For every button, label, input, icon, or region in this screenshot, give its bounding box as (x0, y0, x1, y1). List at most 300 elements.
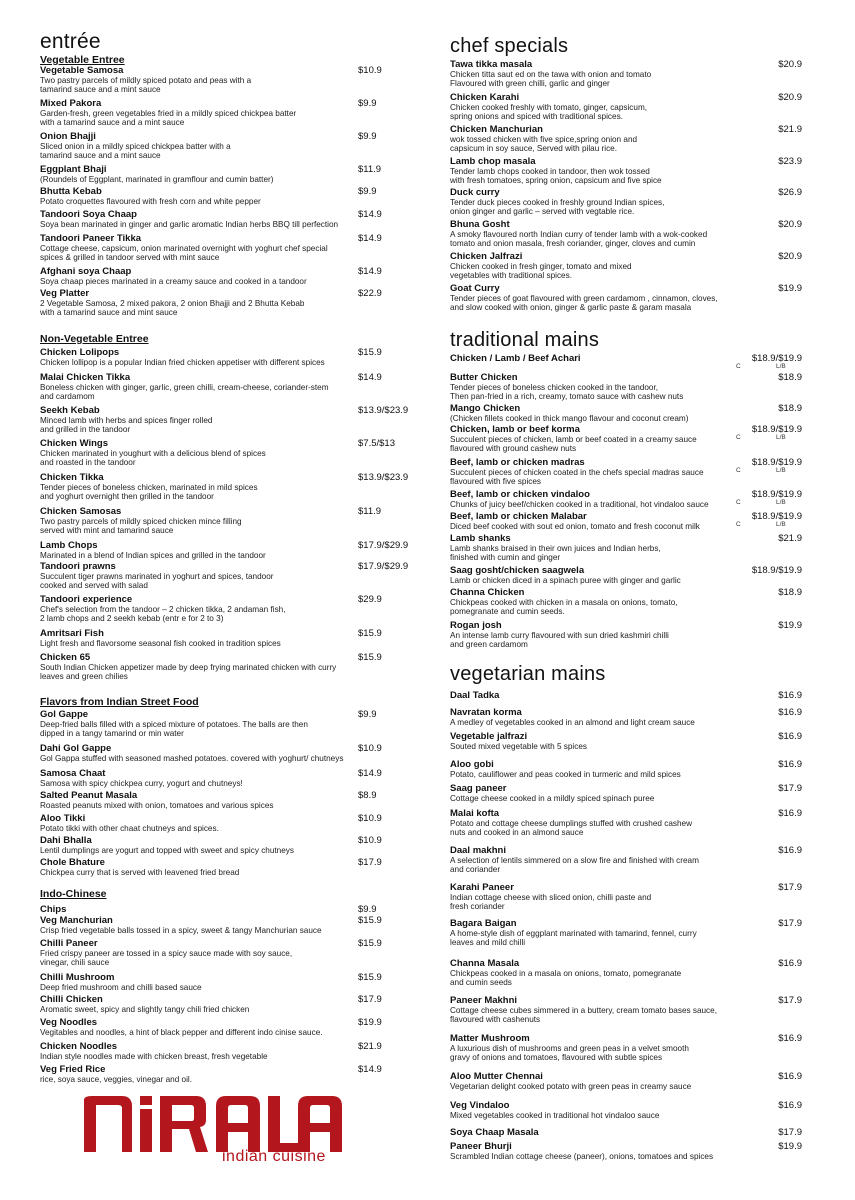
item-name: Chicken Manchurian (450, 124, 543, 135)
menu-item-chilli-paneer (40, 938, 388, 968)
item-description: Aromatic sweet, spicy and slightly tangy chili fried chicken (40, 1005, 250, 1014)
item-description: flavoured with five spices (450, 477, 542, 487)
menu-item-matter-mushroom (450, 1033, 802, 1063)
item-name: Chicken Lolipops (40, 347, 120, 358)
item-description: spices & grilled in tandoor served with mint sauce (40, 253, 220, 263)
item-description: A home-style dish of eggplant marinated with tamarind, fennel, curry (450, 929, 697, 938)
item-description: 2 Vegetable Samosa, 2 mixed pakora, 2 onion Bhajji and 2 Bhutta Kebab (40, 299, 305, 308)
item-description: finished with cumin and ginger (450, 553, 561, 563)
item-name: Dahi Gol Gappe (40, 743, 112, 754)
portion-label-c: C (736, 499, 741, 506)
item-description: and grilled in the tandoor (40, 425, 131, 435)
item-price: $17.9/$29.9 (358, 540, 409, 551)
item-price: $14.9 (358, 233, 382, 244)
item-description: gravy of onions and tomatoes, flavoured with subtle spices (450, 1053, 663, 1063)
item-description: South Indian Chicken appetizer made by deep frying marinated chicken with curry (40, 663, 337, 672)
menu-item-veg-fried-rice (40, 1064, 388, 1084)
subsection-heading-non-vegetable-entree: Non-Vegetable Entree (40, 333, 149, 345)
section-title-entree: entrée (40, 30, 101, 53)
item-price: $16.9 (778, 1100, 802, 1111)
item-name: Chicken, lamb or beef korma (450, 424, 580, 435)
menu-item-malai-chicken-tikka (40, 372, 388, 402)
portion-label-c: C (736, 467, 741, 474)
item-description: Sliced onion in a mildly spiced chickpea batter with a (40, 142, 231, 151)
menu-item-veg-manchurian (40, 915, 388, 935)
menu-item-beef-lamb-or-chicken-madras (450, 457, 802, 487)
item-name: Veg Manchurian (40, 915, 113, 926)
item-price: $10.9 (358, 65, 382, 76)
item-description: Souted mixed vegetable with 5 spices (450, 742, 587, 751)
item-description: with a tamarind sauce and a mint sauce (40, 118, 185, 128)
item-description: A smoky flavoured north Indian curry of tender lamb with a wok-cooked (450, 230, 708, 239)
item-description: wok tossed chicken with five spice,spring onion and (450, 135, 638, 144)
subsection-heading-indo-chinese: Indo-Chinese (40, 888, 107, 900)
item-name: Tandoori Soya Chaap (40, 209, 137, 220)
item-description: (Roundels of Eggplant, marinated in gramflour and cumin batter) (40, 175, 274, 184)
item-price: $16.9 (778, 731, 802, 742)
menu-item-afghani-soya-chaap (40, 266, 388, 286)
item-description: Chickpeas cooked in a masala on onions, tomato, pomegranate (450, 969, 682, 978)
item-description: (Chicken fillets cooked in thick mango flavour and coconut cream) (450, 414, 689, 423)
item-description: Chef's selection from the tandoor – 2 chicken tikka, 2 andaman fish, (40, 605, 286, 614)
item-price: $9.9 (358, 709, 377, 720)
menu-item-bhutta-kebab (40, 186, 388, 206)
item-name: Veg Fried Rice (40, 1064, 106, 1075)
item-name: Lamb Chops (40, 540, 98, 551)
item-price: $18.9 (778, 587, 802, 598)
item-price: $17.9 (358, 994, 382, 1005)
item-description: Chicken cooked freshly with tomato, ginger, capsicum, (450, 103, 648, 112)
item-price: $9.9 (358, 186, 377, 197)
item-name: Chicken / Lamb / Beef Achari (450, 353, 581, 364)
item-price: $16.9 (778, 759, 802, 770)
item-price: $19.9 (778, 1141, 802, 1152)
item-name: Duck curry (450, 187, 500, 198)
item-description: Chicken cooked in fresh ginger, tomato and mixed (450, 262, 632, 271)
item-price: $15.9 (358, 628, 382, 639)
item-description: Potato, cauliflower and peas cooked in turmeric and mild spices (450, 770, 681, 779)
item-name: Paneer Bhurji (450, 1141, 512, 1152)
menu-item-tandoori-prawns (40, 561, 409, 591)
item-description: fresh coriander (450, 902, 505, 912)
item-description: Crisp fried vegetable balls tossed in a spicy, sweet & tangy Manchurian sauce (40, 926, 322, 935)
item-description: Indian style noodles made with chicken breast, fresh vegetable (40, 1052, 268, 1061)
item-price: $21.9 (778, 124, 802, 135)
logo-tagline: indian cuisine (222, 1148, 326, 1165)
item-description: Samosa with spicy chickpea curry, yogurt and chutneys! (40, 779, 243, 788)
item-description: Garden-fresh, green vegetables fried in a mildly spiced chickpea batter (40, 109, 297, 118)
item-name: Chole Bhature (40, 857, 105, 868)
item-description: Potato tikki with other chaat chutneys and spices. (40, 824, 219, 833)
item-description: leaves and green chilies (40, 672, 128, 682)
menu-item-chicken-manchurian (450, 124, 802, 154)
item-description: Two pastry parcels of mildly spiced potato and peas with a (40, 76, 252, 85)
item-price: $18.9/$19.9 (751, 489, 802, 500)
item-price: $13.9/$23.9 (358, 405, 409, 416)
item-name: Chilli Chicken (40, 994, 103, 1005)
item-price: $19.9 (358, 1017, 382, 1028)
item-description: Scrambled Indian cottage cheese (paneer), onions, tomatoes and spices (450, 1152, 714, 1161)
item-name: Tawa tikka masala (450, 59, 533, 70)
item-description: A luxurious dish of mushrooms and green peas in a velvet smooth (450, 1044, 689, 1053)
menu-item-tawa-tikka-masala (450, 59, 802, 89)
item-description: Potato croquettes flavoured with fresh corn and white pepper (40, 197, 261, 206)
item-description: Chicken lollipop is a popular Indian fried chicken appetiser with different spices (40, 358, 325, 367)
item-description: Succulent pieces of chicken, lamb or beef coated in a creamy sauce (450, 435, 697, 444)
item-name: Vegetable jalfrazi (450, 731, 528, 742)
item-price: $9.9 (358, 904, 377, 915)
item-name: Tandoori Paneer Tikka (40, 233, 142, 244)
item-description: spring onions and spiced with traditional spices. (450, 112, 623, 122)
item-name: Lamb chop masala (450, 156, 536, 167)
item-price: $18.9/$19.9 (751, 511, 802, 522)
item-name: Amritsari Fish (40, 628, 104, 639)
menu-item-veg-noodles (40, 1017, 388, 1037)
menu-item-chicken-wings (40, 438, 395, 468)
item-name: Lamb shanks (450, 533, 511, 544)
item-description: Mixed vegetables cooked in traditional hot vindaloo sauce (450, 1111, 660, 1120)
item-price: $20.9 (778, 219, 802, 230)
item-description: and coriander (450, 865, 501, 875)
item-name: Channa Masala (450, 958, 520, 969)
logo-wordmark-icon (84, 1096, 344, 1152)
item-price: $19.9 (778, 620, 802, 631)
item-name: Malai Chicken Tikka (40, 372, 131, 383)
item-description: Fried crispy paneer are tossed in a spicy sauce made with soy sauce, (40, 949, 293, 958)
item-description: Marinated in a blend of Indian spices and grilled in the tandoor (40, 551, 266, 560)
item-description: Gol Gappa stuffed with seasoned mashed potatoes. covered with yoghurt/ chutneys (40, 754, 344, 763)
menu-item-chole-bhature (40, 857, 388, 877)
item-description: flavoured with ground cashew nuts (450, 444, 577, 454)
item-name: Mixed Pakora (40, 98, 102, 109)
item-description: Lamb shanks braised in their own juices and Indian herbs, (450, 544, 661, 553)
menu-item-salted-peanut-masala (40, 790, 388, 810)
item-name: Chilli Paneer (40, 938, 98, 949)
menu-item-beef-lamb-or-chicken-vindaloo (450, 489, 802, 509)
menu-item-saag-paneer (450, 783, 802, 803)
menu-item-mango-chicken (450, 403, 802, 423)
item-description: Soya bean marinated in ginger and garlic aromatic Indian herbs BBQ till perfection (40, 220, 339, 229)
menu-item-aloo-mutter-chennai (450, 1071, 802, 1091)
item-price: $20.9 (778, 59, 802, 70)
item-name: Channa Chicken (450, 587, 525, 598)
item-description: with a tamarind sauce and mint sauce (40, 308, 178, 318)
item-name: Samosa Chaat (40, 768, 106, 779)
item-description: Deep-fried balls filled with a spiced mixture of potatoes. The balls are then (40, 720, 308, 729)
item-name: Veg Noodles (40, 1017, 98, 1028)
item-name: Daal makhni (450, 845, 506, 856)
item-description: dipped in a tangy tamarind or min water (40, 729, 184, 739)
menu-item-chilli-chicken (40, 994, 388, 1014)
menu-item-veg-vindaloo (450, 1100, 802, 1120)
item-description: and cumin seeds (450, 978, 512, 988)
item-description: and slow cooked with onion, ginger & garlic paste & garam masala (450, 303, 692, 313)
item-price: $17.9 (778, 1127, 802, 1138)
item-price: $17.9 (778, 882, 802, 893)
item-price: $16.9 (778, 707, 802, 718)
menu-item-aloo-gobi (450, 759, 802, 779)
menu-item-bhuna-gosht (450, 219, 802, 249)
item-price: $8.9 (358, 790, 377, 801)
menu-item-lamb-chop-masala (450, 156, 802, 186)
menu-item-lamb-shanks (450, 533, 802, 563)
item-price: $29.9 (358, 594, 382, 605)
menu-item-channa-chicken (450, 587, 802, 617)
item-price: $26.9 (778, 187, 802, 198)
item-name: Aloo gobi (450, 759, 494, 770)
item-description: Chicken marinated in youghurt with a delicious blend of spices (40, 449, 266, 458)
item-price: $13.9/$23.9 (358, 472, 409, 483)
item-description: Vegetarian delight cooked potato with green peas in creamy sauce (450, 1082, 692, 1091)
item-description: Potato and cottage cheese dumplings stuffed with crushed cashew (450, 819, 692, 828)
item-description: onion ginger and garlic – served with vegtable rice. (450, 207, 635, 217)
item-description: Roasted peanuts mixed with onion, tomatoes and various spices (40, 801, 274, 810)
menu-item-chilli-mushroom (40, 972, 388, 992)
item-price: $10.9 (358, 813, 382, 824)
menu-item-paneer-bhurji (450, 1141, 802, 1161)
item-name: Chicken Karahi (450, 92, 520, 103)
item-description: Two pastry parcels of mildly spiced chicken mince filling (40, 517, 242, 526)
item-name: Karahi Paneer (450, 882, 514, 893)
item-description: A selection of lentils simmered on a slow fire and finished with cream (450, 856, 699, 865)
item-description: vegetables with traditional spices. (450, 271, 572, 281)
item-price: $15.9 (358, 972, 382, 983)
menu-item-aloo-tikki (40, 813, 388, 833)
item-description: nuts and cooked in an almond sauce (450, 828, 584, 838)
portion-label-lb: L/B (776, 467, 786, 474)
item-name: Aloo Mutter Chennai (450, 1071, 543, 1082)
item-name: Chicken Wings (40, 438, 109, 449)
menu-item-chicken-65 (40, 652, 388, 682)
item-name: Chicken Noodles (40, 1041, 118, 1052)
item-name: Aloo Tikki (40, 813, 86, 824)
item-name: Onion Bhajji (40, 131, 96, 142)
item-name: Saag paneer (450, 783, 507, 794)
portion-label-c: C (736, 521, 741, 528)
item-name: Beef, lamb or chicken madras (450, 457, 585, 468)
item-description: leaves and mild chilli (450, 938, 526, 948)
item-name: Tandoori experience (40, 594, 133, 605)
item-description: vinegar, chili sauce (40, 958, 110, 968)
item-price: $16.9 (778, 845, 802, 856)
section-title-chef-specials: chef specials (450, 35, 569, 57)
menu-item-lamb-chops (40, 540, 409, 560)
subsection-heading-flavors-from-indian-street-food: Flavors from Indian Street Food (40, 696, 199, 708)
menu-item-daal-makhni (450, 845, 802, 875)
item-price: $14.9 (358, 768, 382, 779)
menu-item-malai-kofta (450, 808, 802, 838)
item-description: Tender pieces of boneless chicken cooked in the tandoor, (450, 383, 659, 392)
item-description: Flavoured with green chilli, garlic and ginger (450, 79, 610, 89)
item-name: Chicken Tikka (40, 472, 104, 483)
item-description: Cottage cheese, capsicum, onion marinated overnight with yoghurt chef special (40, 244, 328, 253)
item-price: $15.9 (358, 347, 382, 358)
menu-item-chicken-lamb-or-beef-korma (450, 424, 802, 454)
item-price: $14.9 (358, 266, 382, 277)
item-description: served with mint and tamarind sauce (40, 526, 174, 536)
item-price: $11.9 (358, 506, 382, 517)
item-description: and roasted in the tandoor (40, 458, 136, 468)
menu-item-channa-masala (450, 958, 802, 988)
item-price: $15.9 (358, 938, 382, 949)
item-price: $22.9 (358, 288, 382, 299)
menu-item-chicken-jalfrazi (450, 251, 802, 281)
menu-item-tandoori-soya-chaap (40, 209, 388, 229)
menu-item-chicken-tikka (40, 472, 409, 502)
item-name: Saag gosht/chicken saagwela (450, 565, 585, 576)
item-name: Bhuna Gosht (450, 219, 510, 230)
item-price: $20.9 (778, 251, 802, 262)
item-name: Soya Chaap Masala (450, 1127, 539, 1138)
item-name: Gol Gappe (40, 709, 89, 720)
item-name: Paneer Makhni (450, 995, 518, 1006)
item-name: Bhutta Kebab (40, 186, 102, 197)
menu-item-karahi-paneer (450, 882, 802, 912)
item-price: $7.5/$13 (358, 438, 395, 449)
item-description: tamarind sauce and a mint sauce (40, 85, 161, 95)
item-description: Soya chaap pieces marinated in a creamy sauce and cooked in a tandoor (40, 277, 307, 286)
item-price: $23.9 (778, 156, 802, 167)
item-description: A medley of vegetables cooked in an almond and light cream sauce (450, 718, 695, 727)
item-description: Indian cottage cheese with sliced onion, chilli paste and (450, 893, 652, 902)
item-price: $17.9 (358, 857, 382, 868)
item-price: $14.9 (358, 372, 382, 383)
portion-label-c: C (736, 434, 741, 441)
menu-item-goat-curry (450, 283, 802, 313)
item-name: Chicken Jalfrazi (450, 251, 523, 262)
item-description: Cottage cheese cubes simmered in a buttery, cream tomato bases sauce, (450, 1006, 717, 1015)
menu-item-vegetable-jalfrazi (450, 731, 802, 751)
item-price: $21.9 (778, 533, 802, 544)
item-description: Minced lamb with herbs and spices finger rolled (40, 416, 213, 425)
item-description: Chickpea curry that is served with leavened fried bread (40, 868, 240, 877)
item-name: Chicken Samosas (40, 506, 122, 517)
item-name: Navratan korma (450, 707, 522, 718)
item-description: Lentil dumplings are yogurt and topped with sweet and spicy chutneys (40, 846, 294, 855)
menu-item-duck-curry (450, 187, 802, 217)
item-name: Eggplant Bhaji (40, 164, 107, 175)
portion-label-lb: L/B (776, 434, 786, 441)
item-description: Then pan-fried in a rich, creamy, tomato sauce with cashew nuts (450, 392, 684, 402)
menu-item-chicken-noodles (40, 1041, 388, 1061)
item-price: $16.9 (778, 1071, 802, 1082)
item-description: Lamb or chicken diced in a spinach puree with ginger and garlic (450, 576, 681, 585)
item-name: Tandoori prawns (40, 561, 116, 572)
item-name: Beef, lamb or chicken vindaloo (450, 489, 590, 500)
menu-item-paneer-makhni (450, 995, 802, 1025)
menu-item-butter-chicken (450, 372, 802, 402)
item-description: Vegitables and noodles, a hint of black pepper and different indo cinise sauce. (40, 1028, 323, 1037)
item-name: Dahi Bhalla (40, 835, 92, 846)
item-description: and green cardamom (450, 640, 528, 650)
item-name: Butter Chicken (450, 372, 518, 383)
item-description: with fresh tomatoes, spring onion, capsicum and five spice (450, 176, 662, 186)
menu-item-beef-lamb-or-chicken-malabar (450, 511, 802, 531)
menu-item-gol-gappe (40, 709, 388, 739)
menu-item-tandoori-paneer-tikka (40, 233, 388, 263)
item-description: and yoghurt overnight then grilled in the tandoor (40, 492, 214, 502)
item-price: $11.9 (358, 164, 382, 175)
portion-label-c: C (736, 363, 741, 370)
item-name: Chips (40, 904, 67, 915)
item-description: Succulent tiger prawns marinated in yoghurt and spices, tandoor (40, 572, 274, 581)
item-name: Daal Tadka (450, 690, 500, 701)
menu-item-vegetable-samosa (40, 65, 388, 95)
item-description: Chunks of juicy beef/chicken cooked in a traditional, hot vindaloo sauce (450, 500, 709, 509)
item-name: Chilli Mushroom (40, 972, 115, 983)
menu-item-navratan-korma (450, 707, 802, 727)
menu-item-chips (40, 904, 388, 915)
item-name: Afghani soya Chaap (40, 266, 132, 277)
menu-item-dahi-bhalla (40, 835, 388, 855)
item-price: $14.9 (358, 209, 382, 220)
item-price: $17.9/$29.9 (358, 561, 409, 572)
menu-item-dahi-gol-gappe (40, 743, 388, 763)
item-name: Salted Peanut Masala (40, 790, 138, 801)
item-name: Goat Curry (450, 283, 500, 294)
item-description: Light fresh and flavorsome seasonal fish cooked in tradition spices (40, 639, 281, 648)
menu-item-daal-tadka (450, 690, 802, 701)
item-name: Malai kofta (450, 808, 500, 819)
item-description: An intense lamb curry flavoured with sun dried kashmiri chilli (450, 631, 669, 640)
item-description: capsicum in soy sauce, Served with pilau rice. (450, 144, 618, 154)
item-description: Chickpeas cooked with chicken in a masala on onions, tomato, (450, 598, 678, 607)
item-name: Matter Mushroom (450, 1033, 530, 1044)
menu-item-rogan-josh (450, 620, 802, 650)
menu-item-chicken-lolipops (40, 347, 388, 367)
item-price: $17.9 (778, 995, 802, 1006)
item-description: Tender pieces of goat flavoured with green cardamom , cinnamon, cloves, (450, 294, 718, 303)
item-description: Cottage cheese cooked in a mildly spiced spinach puree (450, 794, 655, 803)
item-description: cooked and served with salad (40, 581, 148, 591)
item-price: $17.9 (778, 783, 802, 794)
item-price: $21.9 (358, 1041, 382, 1052)
item-price: $14.9 (358, 1064, 382, 1075)
menu-item-eggplant-bhaji (40, 164, 388, 184)
item-price: $15.9 (358, 652, 382, 663)
item-description: 2 lamb chops and 2 seekh kebab (entr e for 2 to 3) (40, 614, 224, 624)
item-name: Seekh Kebab (40, 405, 100, 416)
item-description: tomato and onion masala, fresh coriander, ginger, cloves and cumin (450, 239, 696, 249)
item-description: Tender pieces of boneless chicken, marinated in mild spices (40, 483, 258, 492)
item-price: $18.9/$19.9 (751, 353, 802, 364)
item-price: $10.9 (358, 743, 382, 754)
menu-item-tandoori-experience (40, 594, 388, 624)
item-name: Chicken 65 (40, 652, 91, 663)
item-price: $16.9 (778, 808, 802, 819)
item-description: Deep fried mushroom and chilli based sauce (40, 983, 202, 992)
menu-item-onion-bhajji (40, 131, 388, 161)
item-price: $9.9 (358, 131, 377, 142)
item-price: $19.9 (778, 283, 802, 294)
item-price: $18.9/$19.9 (751, 424, 802, 435)
portion-label-lb: L/B (776, 521, 786, 528)
item-price: $15.9 (358, 915, 382, 926)
item-name: Rogan josh (450, 620, 502, 631)
menu-item-chicken-samosas (40, 506, 388, 536)
menu-item-samosa-chaat (40, 768, 388, 788)
item-price: $18.9 (778, 372, 802, 383)
item-name: Bagara Baigan (450, 918, 517, 929)
item-price: $16.9 (778, 690, 802, 701)
item-price: $20.9 (778, 92, 802, 103)
menu-item-bagara-baigan (450, 918, 802, 948)
item-price: $16.9 (778, 1033, 802, 1044)
item-description: Tender duck pieces cooked in freshly ground Indian spices, (450, 198, 665, 207)
item-description: pomegranate and cumin seeds. (450, 607, 565, 617)
item-price: $17.9 (778, 918, 802, 929)
item-description: Succulent pieces of chicken coated in the chefs special madras sauce (450, 468, 704, 477)
